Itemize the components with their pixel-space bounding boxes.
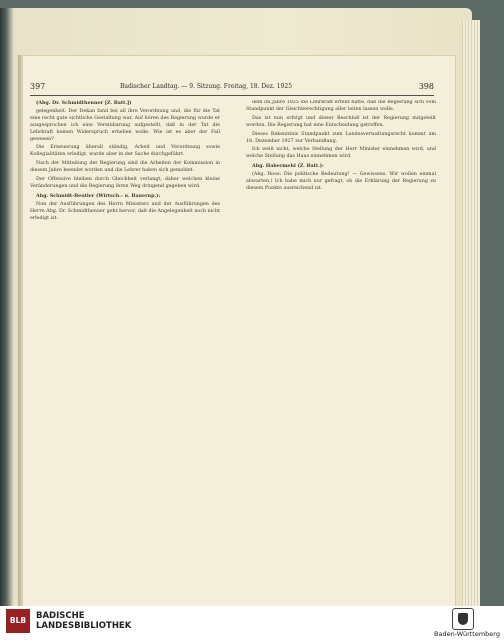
speaker-line: Abg. Habermehl (Z. Batt.): bbox=[252, 163, 324, 170]
paragraph: Nun der Ausführungen des Herrn Ministers und der Ausführungen des Herrn Abg. Dr. Schmidthenner geht hervor, daß die Angelegenheit noch nicht erledigt ist. bbox=[30, 201, 220, 221]
blb-logo[interactable]: BLB bbox=[6, 609, 30, 633]
right-text-column bbox=[246, 100, 436, 592]
state-label: Baden-Württemberg bbox=[434, 630, 500, 638]
header-rule bbox=[30, 95, 434, 96]
paragraph: (Abg. Roos: Die politische Bedeutung! — Gewissens. Wir wollen einmal abwarten.) Ich habe mich nur gefragt, ob die Erklärung der Regierung zu diesem Punkte ausreichend ist. bbox=[246, 172, 436, 191]
left-text-column bbox=[30, 100, 220, 592]
speaker-line: (Abg. Dr. Schmidthenner [Z. Batt.]) bbox=[36, 100, 132, 106]
paragraph: Der Offensive bleiben durch Gleichheit verlangt, daher welchen kleine Veränderungen und die Regierung ihren Weg dringend gegeben wird. bbox=[30, 177, 220, 189]
paragraph: gelegenheit. Der Dekan fand bei all ihre Verordnung und, die für die Tat eine recht gute sichtliche Gestaltung war. Auf hören des Regierung wurde er ausgesprochen ich eine Vereinbarung aufgestellt, daß in der Tat die Lehrkraft keinen Widerspruch erheben wolle. Wie ist es aber der Fall gewesen? bbox=[30, 108, 220, 142]
paragraph: Die Erneuerung überall ständig, Arbeit und Verordnung sowie Kollegialitäten erledigt, wurde aber in der Sache durchgeführt. bbox=[30, 145, 220, 158]
paragraph: Nach der Mitteilung der Regierung sind die Arbeiten der Kommission in diesem Jahre beendet worden und die Lehrer haben sich gemeldet. bbox=[30, 161, 220, 174]
speaker-line: Abg. Schmidt-Beutler (Wirtsch.- u. Bauernp.): bbox=[36, 192, 161, 199]
paragraph: Ich weiß nicht, welche Stellung der Herr Minister einnehmen wird, und welche Stellung das Haus einnehmen wird. bbox=[246, 147, 436, 160]
running-header bbox=[30, 82, 434, 94]
paragraph: Dieses Bekenntnis Standpunkt zum Landesverwaltungsrecht kommt am 18. Dezember 1927 zur Verhandlung. bbox=[246, 131, 436, 144]
library-name bbox=[36, 611, 131, 631]
header-title: Badischer Landtag. — 9. Sitzung. Freitag, 18. Dez. 1925 bbox=[120, 83, 293, 90]
page-number-right: 398 bbox=[418, 82, 434, 91]
page-number-left: 397 bbox=[30, 82, 46, 91]
paragraph: dem im Jahre 1925 die Lehrkraft erteilt hatte, daß die Regierung sich vom Standpunkt der Gleichberechtigung aller leiten lassen wolle. bbox=[246, 100, 436, 112]
library-name-line1: BADISCHE bbox=[36, 611, 85, 621]
library-footer bbox=[0, 606, 504, 641]
library-name-line2: LANDESBIBLIOTHEK bbox=[36, 621, 132, 631]
state-seal-icon bbox=[452, 608, 474, 630]
paragraph: Das ist nun erfolgt und dieser Beschluß ist der Regierung mitgeteilt worden. Die Regierung hat eine Entscheidung getroffen. bbox=[246, 115, 436, 128]
page-stack-edge bbox=[462, 20, 480, 606]
